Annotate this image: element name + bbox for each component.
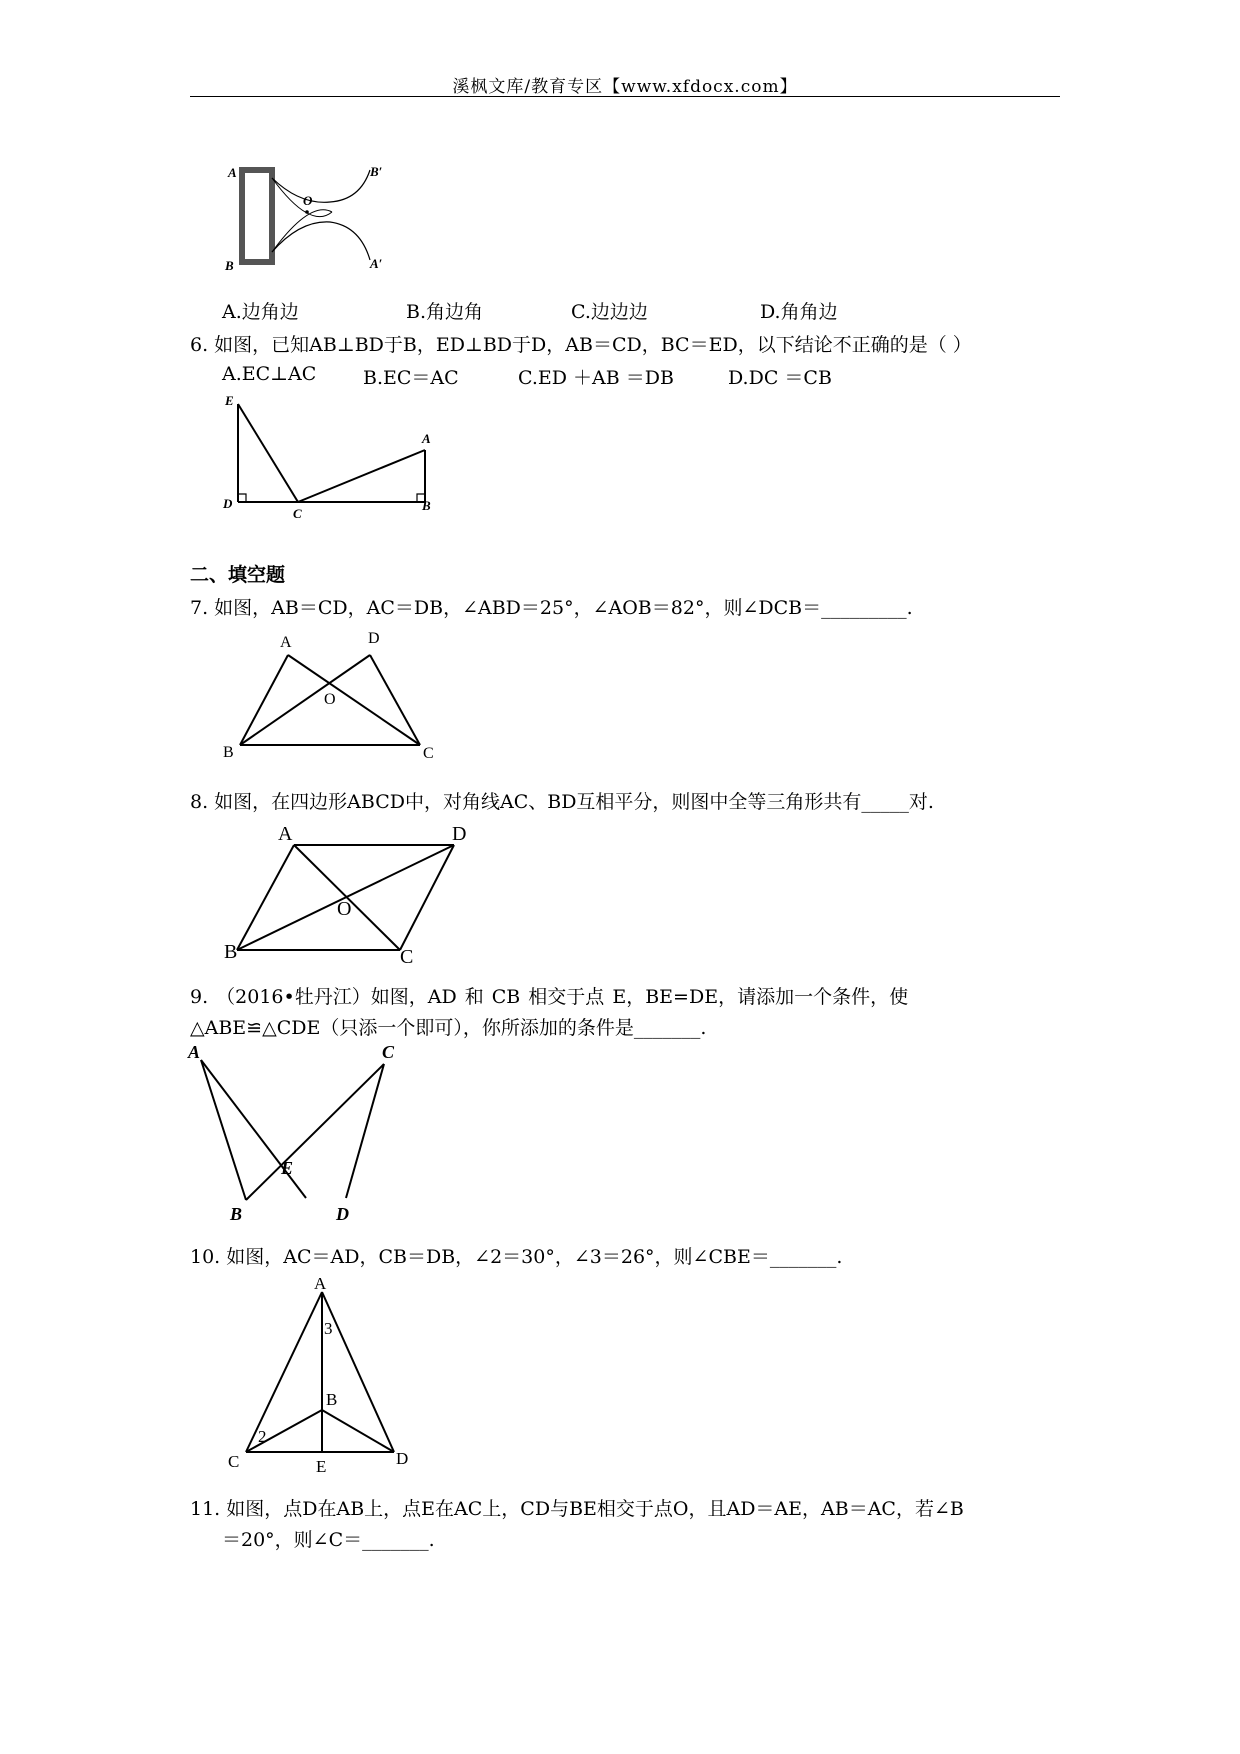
q8-figure [222,820,482,970]
q5-arc-lower [272,222,370,260]
q10-label-d: D [396,1449,409,1468]
q6-option-d: D.DC ＝CB [728,367,832,389]
q10-label-c: C [228,1452,240,1471]
q8-label-o: O [337,898,352,920]
q6-label-d: D [223,496,233,511]
q5-point-o [305,210,309,214]
page-header: 溪枫文库/教育专区【www.xfdocx.com】 [452,77,798,97]
q6-option-a: A.EC⊥AC [222,363,317,385]
q6-figure [220,390,450,520]
q10-label-b: B [326,1390,338,1409]
q6-label-a: A [422,431,431,446]
q7-stem: 7. 如图，AB＝CD，AC＝DB，∠ABD＝25°，∠AOB＝82°，则∠DCB＝_________. [190,597,913,619]
q6-option-b: B.EC＝AC [363,367,459,389]
q8-label-a: A [278,823,293,845]
q9-stem-line1: 9. （2016•牡丹江）如图，AD 和 CB 相交于点 E，BE=DE，请添加一个条件，使 [190,986,909,1008]
q11-stem-line2: ＝20°，则∠C＝_______. [222,1529,435,1551]
q7-label-c: C [423,745,434,762]
q10-label-2: 2 [258,1427,267,1446]
q6-label-e: E [225,393,234,408]
q10-figure [226,1272,426,1482]
q9-figure [186,1040,416,1225]
q8-stem: 8. 如图，在四边形ABCD中，对角线AC、BD互相平分，则图中全等三角形共有_____对. [190,791,934,813]
q5-label-a: A [228,165,237,180]
q10-label-3: 3 [324,1319,333,1338]
q5-label-b: B [225,258,234,273]
q11-stem-line1: 11. 如图，点D在AB上，点E在AC上，CD与BE相交于点O，且AD＝AE，AB＝AC，若∠B [190,1498,964,1520]
q10-stem: 10. 如图，AC＝AD，CB＝DB，∠2＝30°，∠3＝26°，则∠CBE＝_______. [190,1246,843,1268]
q9-label-c: C [382,1042,395,1062]
q10-label-a: A [314,1274,327,1293]
q5-bracket-frame [242,170,272,262]
q7-figure [220,625,450,765]
q7-label-b: B [223,744,234,761]
q6-label-c: C [293,506,302,521]
q8-label-d: D [452,823,467,845]
q5-option-c: C.边边边 [571,301,648,323]
q5-option-a: A.边角边 [222,301,299,323]
q5-label-a-prime: A′ [370,256,383,271]
q6-label-b: B [422,498,431,513]
q5-figure [220,160,400,280]
q7-label-o: O [324,691,336,708]
q9-label-a: A [188,1042,201,1062]
q9-label-d: D [336,1204,349,1224]
q7-label-a: A [280,634,292,651]
section-title: 二、填空题 [190,564,286,586]
q5-option-d: D.角角边 [760,301,838,323]
q9-stem-line2: △ABE≌△CDE（只添一个即可），你所添加的条件是_______. [190,1017,707,1039]
q9-label-b: B [230,1204,243,1224]
q6-stem: 6. 如图，已知AB⊥BD于B，ED⊥BD于D，AB＝CD，BC＝ED，以下结论不正确的是（ ） [190,334,972,356]
q5-option-b: B.角边角 [406,301,484,323]
q9-label-e: E [281,1158,294,1178]
q6-option-c: C.ED ＋AB ＝DB [518,367,674,389]
q5-label-b-prime: B′ [370,164,383,179]
q5-arc-upper [272,170,370,202]
q10-label-e: E [316,1457,327,1476]
q7-label-d: D [368,630,380,647]
q8-label-c: C [400,946,414,968]
q5-label-o: O [303,193,313,208]
header-rule [190,96,1060,97]
q8-label-b: B [224,941,238,963]
q5-arc-inner-1 [272,178,332,217]
